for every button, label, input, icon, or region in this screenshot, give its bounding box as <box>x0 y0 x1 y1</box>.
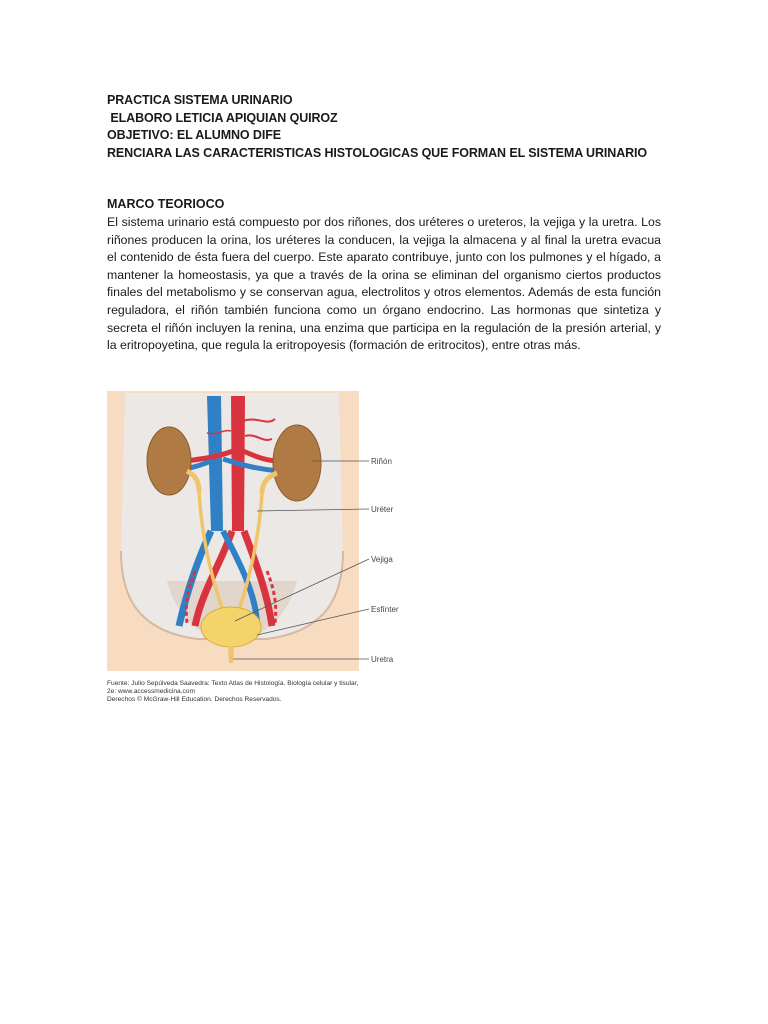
urethra <box>228 646 234 663</box>
label-kidney: Riñón <box>371 457 392 466</box>
urinary-system-illustration <box>107 391 407 671</box>
caption-source: Fuente: Julio Sepúlveda Saavedra: Texto Atlas de Histología. Biología celular y tisular, <box>107 680 359 687</box>
header-title: PRACTICA SISTEMA URINARIO <box>107 93 293 107</box>
label-urethra: Uretra <box>371 655 394 664</box>
caption-website: 2e: www.accessmedicina.com <box>107 688 195 695</box>
caption-copyright: Derechos © McGraw-Hill Education. Derechos Reservados. <box>107 696 282 703</box>
label-bladder: Vejiga <box>371 555 393 564</box>
header-objective-continued: RENCIARA LAS CARACTERISTICAS HISTOLOGICAS QUE FORMAN EL SISTEMA URINARIO <box>107 145 648 160</box>
header-objective: OBJETIVO: EL ALUMNO DIFE <box>107 128 281 142</box>
label-ureter: Uréter <box>371 505 394 514</box>
body-paragraph: El sistema urinario está compuesto por dos riñones, dos uréteres o ureteros, la vejiga y la uretra. Los riñones producen la orina, los uréteres la conducen, la vejiga la almacena y al final la uretra evacua el contenido de ésta fuera del cuerpo. Este aparato contribuye, junto con los pulmones y el hígado, a mantener la homeostasis, ya que a través de la orina se eliminan del organismo ciertos productos finales del metabolismo y se conservan agua, electrolitos y otros elementos. Además de esta función reguladora, el riñón también funciona como un órgano endocrino. Las hormonas que sintetiza y secreta el riñón incluyen la renina, una enzima que participa en la regulación de la presión arterial, y la eritropoyetina, que regula la eritropoyesis (formación de eritrocitos), entre otras más. <box>107 215 661 353</box>
label-sphincter: Esfínter <box>371 605 399 614</box>
urinary-system-figure <box>107 391 407 671</box>
header-author: ELABORO LETICIA APIQUIAN QUIROZ <box>107 110 338 125</box>
document-header <box>107 92 667 162</box>
section-title: MARCO TEORIOCO <box>107 197 225 211</box>
figure-caption <box>107 680 358 704</box>
